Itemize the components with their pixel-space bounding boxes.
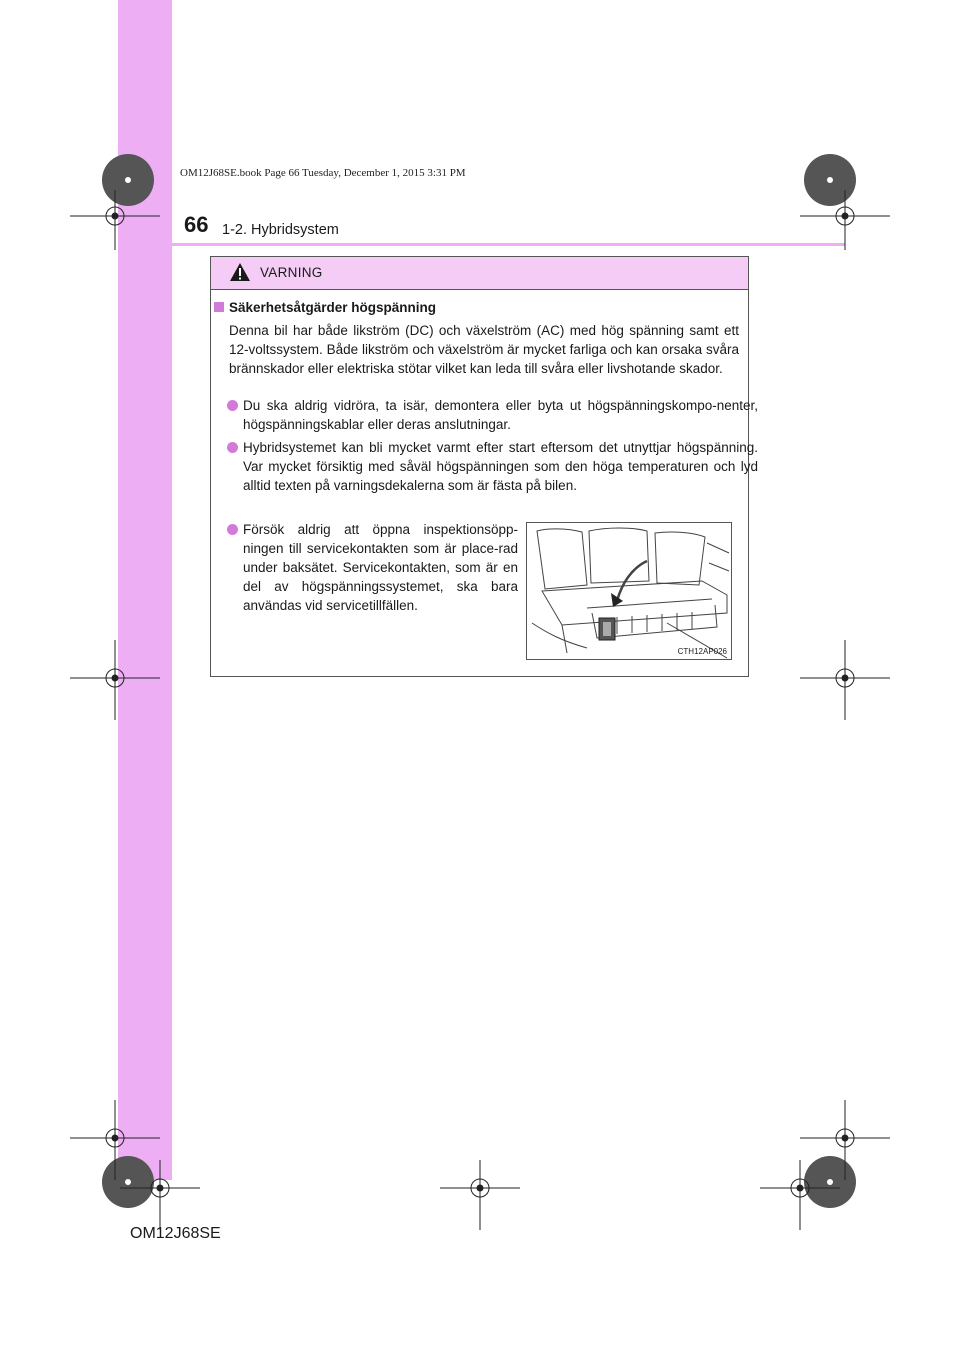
circle-bullet-icon [227,524,238,535]
header-rule [118,243,845,246]
warning-box [210,256,758,677]
crosshair-mark-icon [800,190,890,250]
crosshair-mark-icon [120,1160,200,1230]
bullet-text: Du ska aldrig vidröra, ta isär, demontera eller byta ut högspänningskompo-nenter, högspänningskablar eller deras anslutningar. [243,398,758,432]
circle-bullet-icon [227,442,238,453]
bullet-item [243,520,518,615]
square-bullet-icon [214,302,224,312]
figure-caption: CTH12AP026 [677,647,727,656]
warning-heading-text: Säkerhetsåtgärder högspänning [229,300,437,315]
warning-label: VARNING [260,265,323,280]
warning-heading [211,300,436,315]
circle-bullet-icon [227,400,238,411]
crosshair-mark-icon [70,190,160,250]
bullet-item [243,396,758,434]
bullet-text: Försök aldrig att öppna inspektionsöpp-ningen till servicekontakten som är place-rad under baksätet. Servicekontakten, som är en del av högspänningssystemet, ska bara användas vid servicetillfällen. [243,522,518,613]
section-title: 1-2. Hybridsystem [222,222,339,238]
warning-header [211,257,748,290]
bullet-item [243,438,758,495]
service-plug-illustration [526,522,732,660]
rear-seat-illustration [527,523,731,659]
warning-intro: Denna bil har både likström (DC) och växelström (AC) med hög spänning samt ett 12-voltssystem. Både likström och växelström är mycket farliga och kan orsaka svåra brännskador eller elektriska stötar vilket kan leda till svåra eller livshotande skador. [229,323,739,376]
crosshair-mark-icon [70,640,160,720]
crosshair-mark-icon [760,1160,840,1230]
crosshair-mark-icon [800,640,890,720]
footer-code: OM12J68SE [130,1225,221,1242]
book-metadata: OM12J68SE.book Page 66 Tuesday, December 1, 2015 3:31 PM [180,167,466,179]
crosshair-mark-icon [440,1160,520,1230]
page-number: 66 [184,212,209,237]
bullet-text: Hybridsystemet kan bli mycket varmt efter start eftersom det utnyttjar högspänning. Var mycket försiktig med såväl högspänningen som den höga temperaturen och lyd alltid texten på varningsdekalerna som är fästa på bilen. [243,440,758,493]
warning-triangle-icon [229,262,251,282]
